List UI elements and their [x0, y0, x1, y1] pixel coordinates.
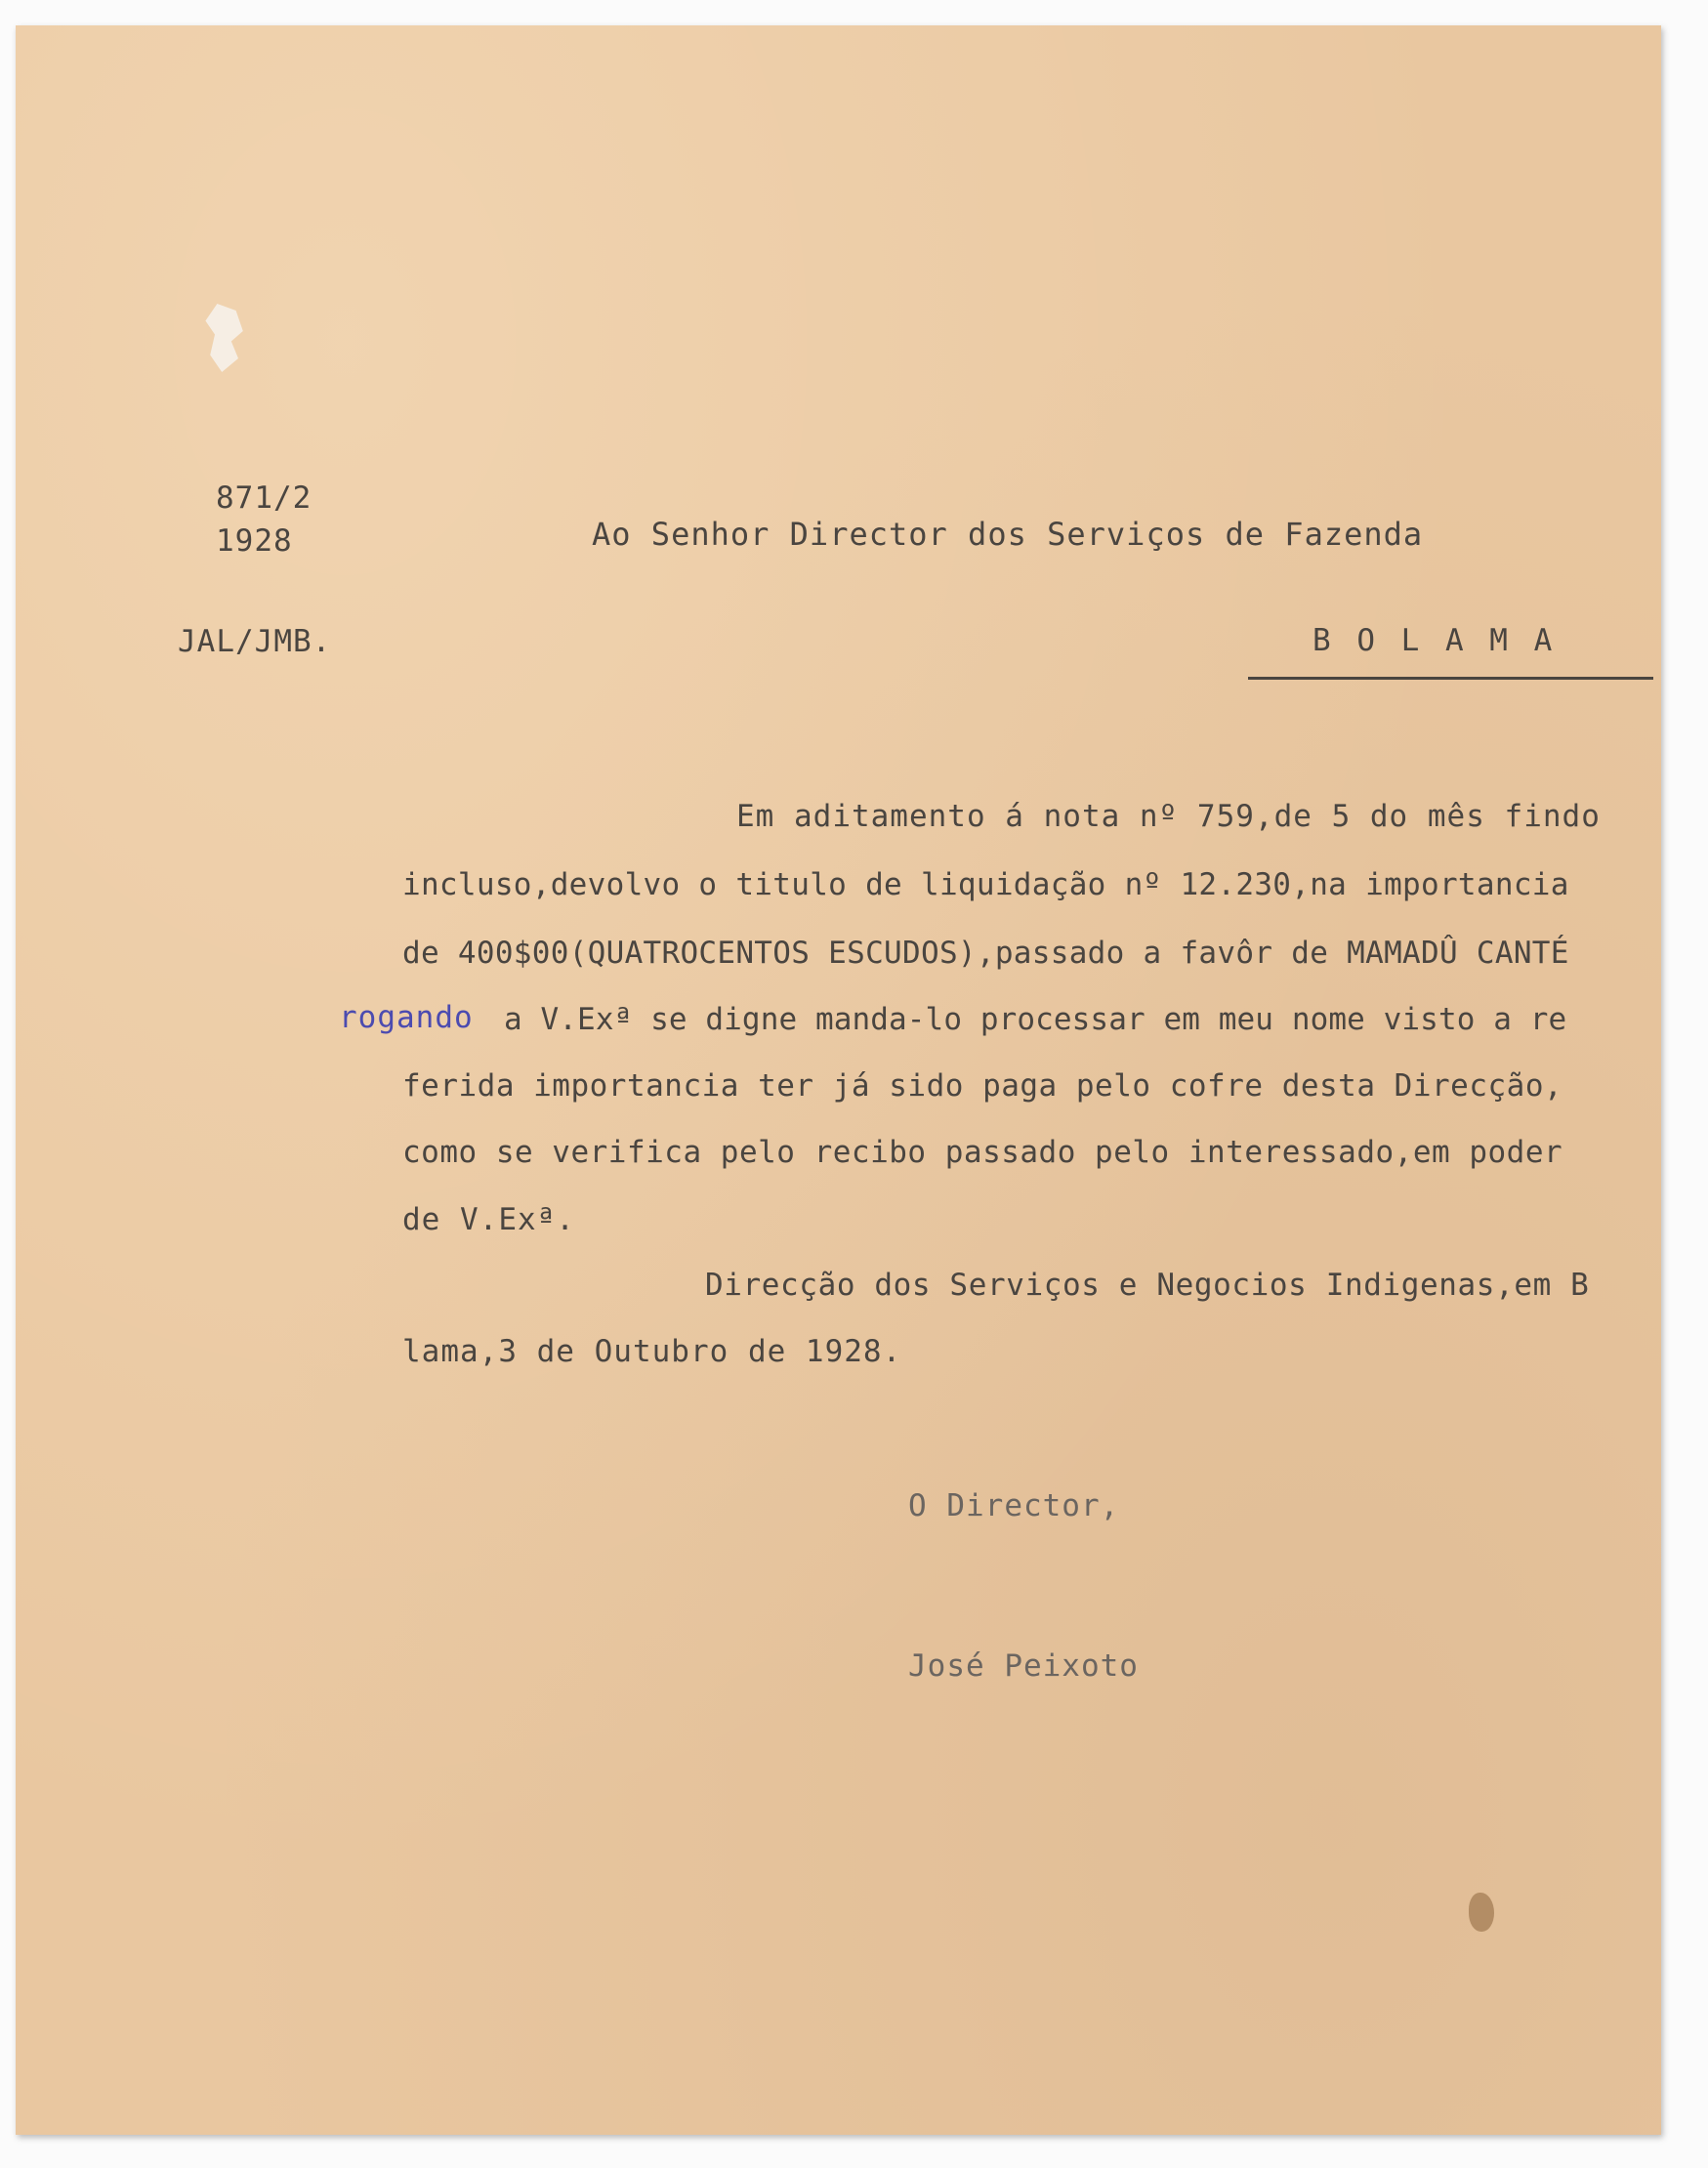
- dateline-line-2: lama,3 de Outubro de 1928.: [402, 1334, 902, 1369]
- rogando-word: rogando: [339, 1000, 474, 1035]
- addressee-city: B O L A M A: [1312, 623, 1557, 658]
- document-sheet: [16, 25, 1661, 2135]
- body-line-5: ferida importancia ter já sido paga pelo cofre desta Direcção,: [402, 1068, 1563, 1104]
- reference-year: 1928: [216, 523, 293, 559]
- body-line-3: de 400$00(QUATROCENTOS ESCUDOS),passado a favôr de MAMADÛ CANTÉ: [402, 936, 1569, 971]
- signatory-title: O Director,: [908, 1488, 1120, 1523]
- reference-initials: JAL/JMB.: [178, 624, 332, 659]
- body-line-4: a V.Exª se digne manda-lo processar em meu nome visto a re: [504, 1002, 1567, 1037]
- body-line-7: de V.Exª.: [402, 1202, 575, 1237]
- body-line-6: como se verifica pelo recibo passado pelo interessado,em poder: [402, 1135, 1563, 1170]
- city-underline: [1248, 677, 1653, 680]
- ink-smudge: [1469, 1893, 1494, 1932]
- addressee-line: Ao Senhor Director dos Serviços de Fazenda: [592, 516, 1424, 553]
- paper-tear: [203, 304, 250, 372]
- dateline-line-1: Direcção dos Serviços e Negocios Indigenas,em B: [705, 1268, 1590, 1303]
- body-line-2: incluso,devolvo o titulo de liquidação nº 12.230,na importancia: [402, 867, 1569, 902]
- body-line-1: Em aditamento á nota nº 759,de 5 do mês findo: [736, 799, 1601, 834]
- reference-number: 871/2: [216, 480, 312, 516]
- signatory-name: José Peixoto: [908, 1648, 1139, 1684]
